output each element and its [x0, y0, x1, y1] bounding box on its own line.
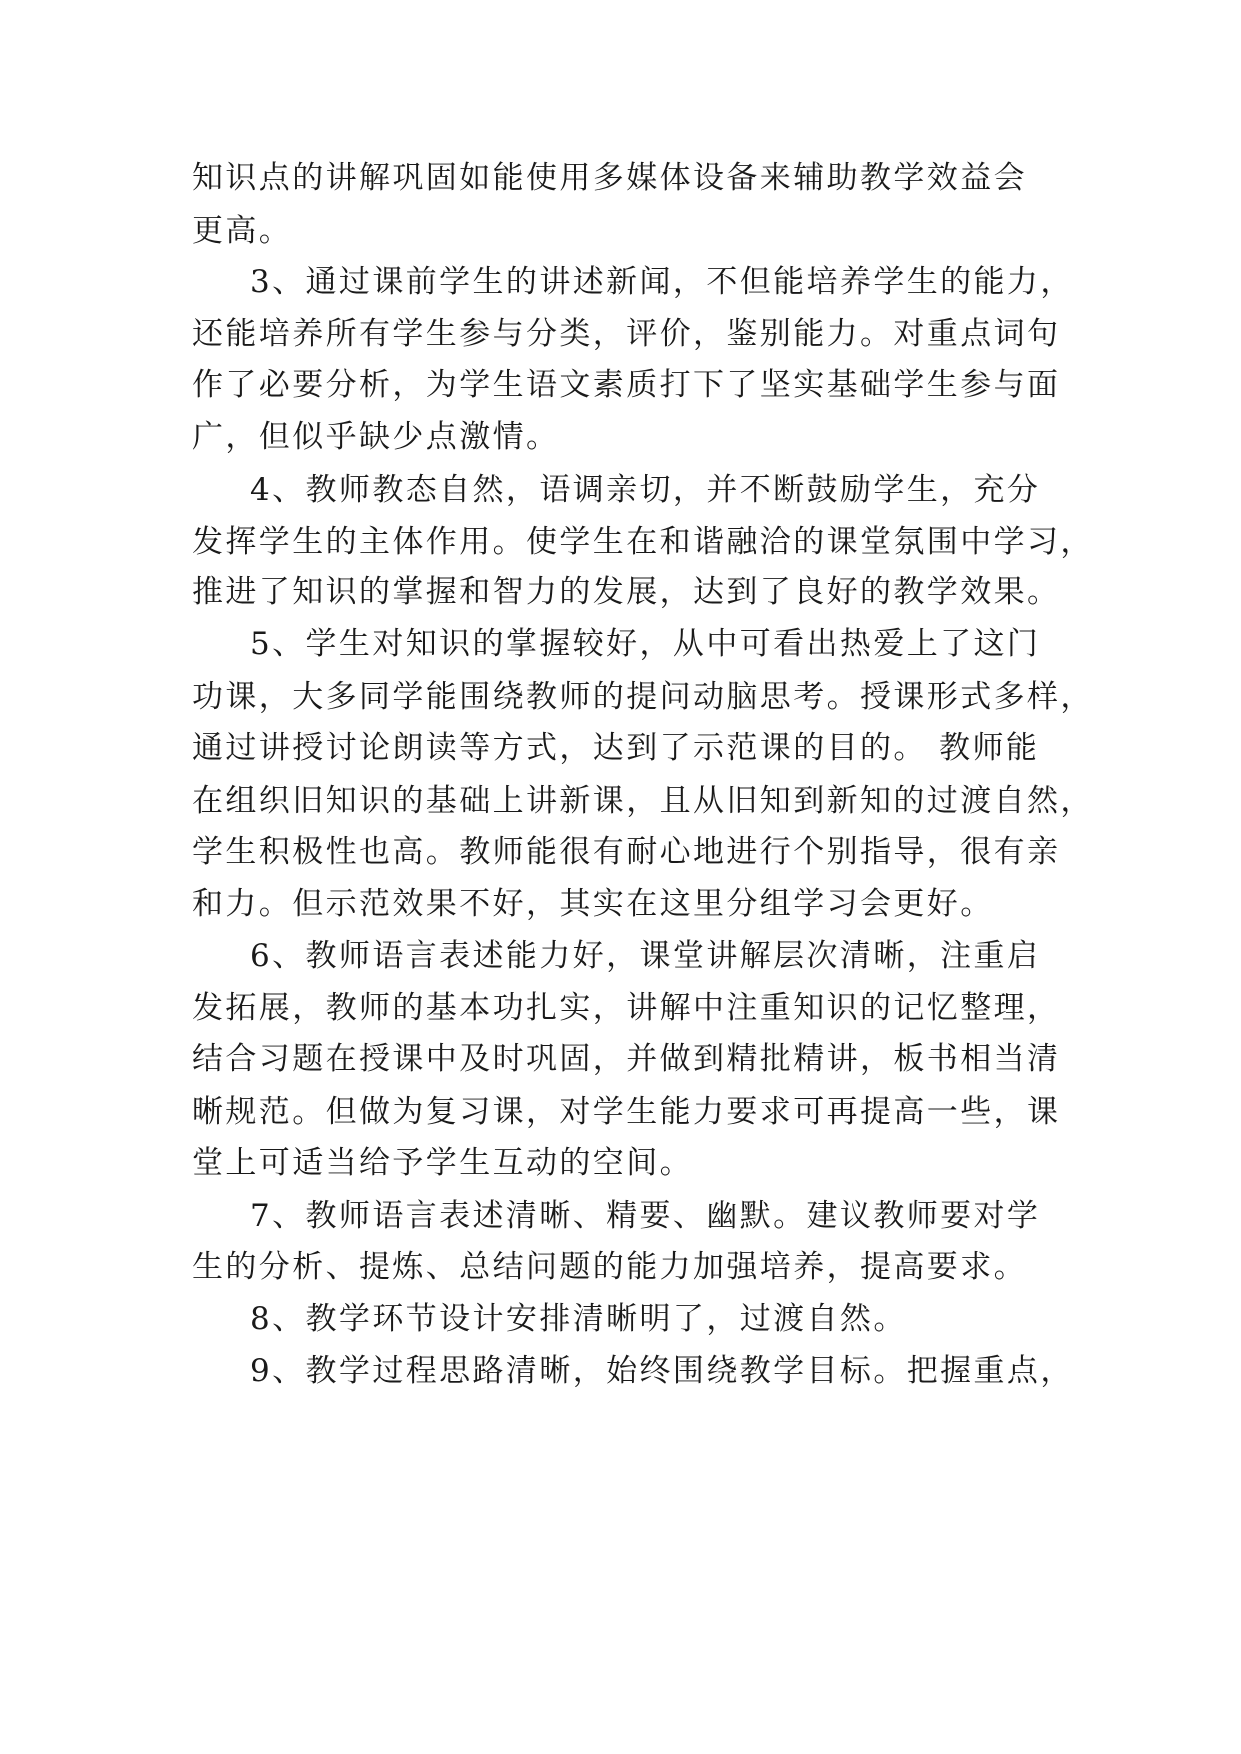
text-line: 通过讲授讨论朗读等方式，达到了示范课的目的。 教师能 — [192, 730, 1040, 766]
paragraph-5-start: 5、学生对知识的掌握较好，从中可看出热爱上了这门 — [250, 626, 1041, 662]
paragraph-4-start: 4、教师教态自然，语调亲切，并不断鼓励学生，充分 — [250, 472, 1041, 508]
text-line: 发挥学生的主体作用。使学生在和谐融洽的课堂氛围中学习， — [192, 524, 1094, 560]
text-line: 在组织旧知识的基础上讲新课，且从旧知到新知的过渡自然， — [192, 783, 1094, 819]
text-line: 作了必要分析，为学生语文素质打下了坚实基础学生参与面 — [192, 367, 1061, 403]
text-line: 晰规范。但做为复习课，对学生能力要求可再提高一些，课 — [192, 1094, 1061, 1130]
paragraph-6-start: 6、教师语言表述能力好，课堂讲解层次清晰，注重启 — [250, 938, 1041, 974]
text-line: 和力。但示范效果不好，其实在这里分组学习会更好。 — [192, 886, 994, 922]
text-line: 推进了知识的掌握和智力的发展，达到了良好的教学效果。 — [192, 574, 1061, 610]
paragraph-8-start: 8、教学环节设计安排清晰明了，过渡自然。 — [250, 1301, 907, 1337]
text-line: 还能培养所有学生参与分类，评价，鉴别能力。对重点词句 — [192, 316, 1061, 352]
text-line: 堂上可适当给予学生互动的空间。 — [192, 1145, 693, 1181]
paragraph-3-start: 3、通过课前学生的讲述新闻，不但能培养学生的能力， — [250, 264, 1074, 300]
text-line: 更高。 — [192, 213, 293, 249]
paragraph-9-start: 9、教学过程思路清晰，始终围绕教学目标。把握重点， — [250, 1353, 1074, 1389]
text-line: 功课，大多同学能围绕教师的提问动脑思考。授课形式多样， — [192, 679, 1094, 715]
text-line: 知识点的讲解巩固如能使用多媒体设备来辅助教学效益会 — [192, 160, 1027, 196]
text-line: 发拓展，教师的基本功扎实，讲解中注重知识的记忆整理， — [192, 990, 1061, 1026]
paragraph-7-start: 7、教师语言表述清晰、精要、幽默。建议教师要对学 — [250, 1198, 1041, 1234]
text-line: 广，但似乎缺少点激情。 — [192, 419, 560, 455]
text-line: 生的分析、提炼、总结问题的能力加强培养，提高要求。 — [192, 1249, 1027, 1285]
text-line: 结合习题在授课中及时巩固，并做到精批精讲，板书相当清 — [192, 1041, 1061, 1077]
text-line: 学生积极性也高。教师能很有耐心地进行个别指导，很有亲 — [192, 834, 1061, 870]
